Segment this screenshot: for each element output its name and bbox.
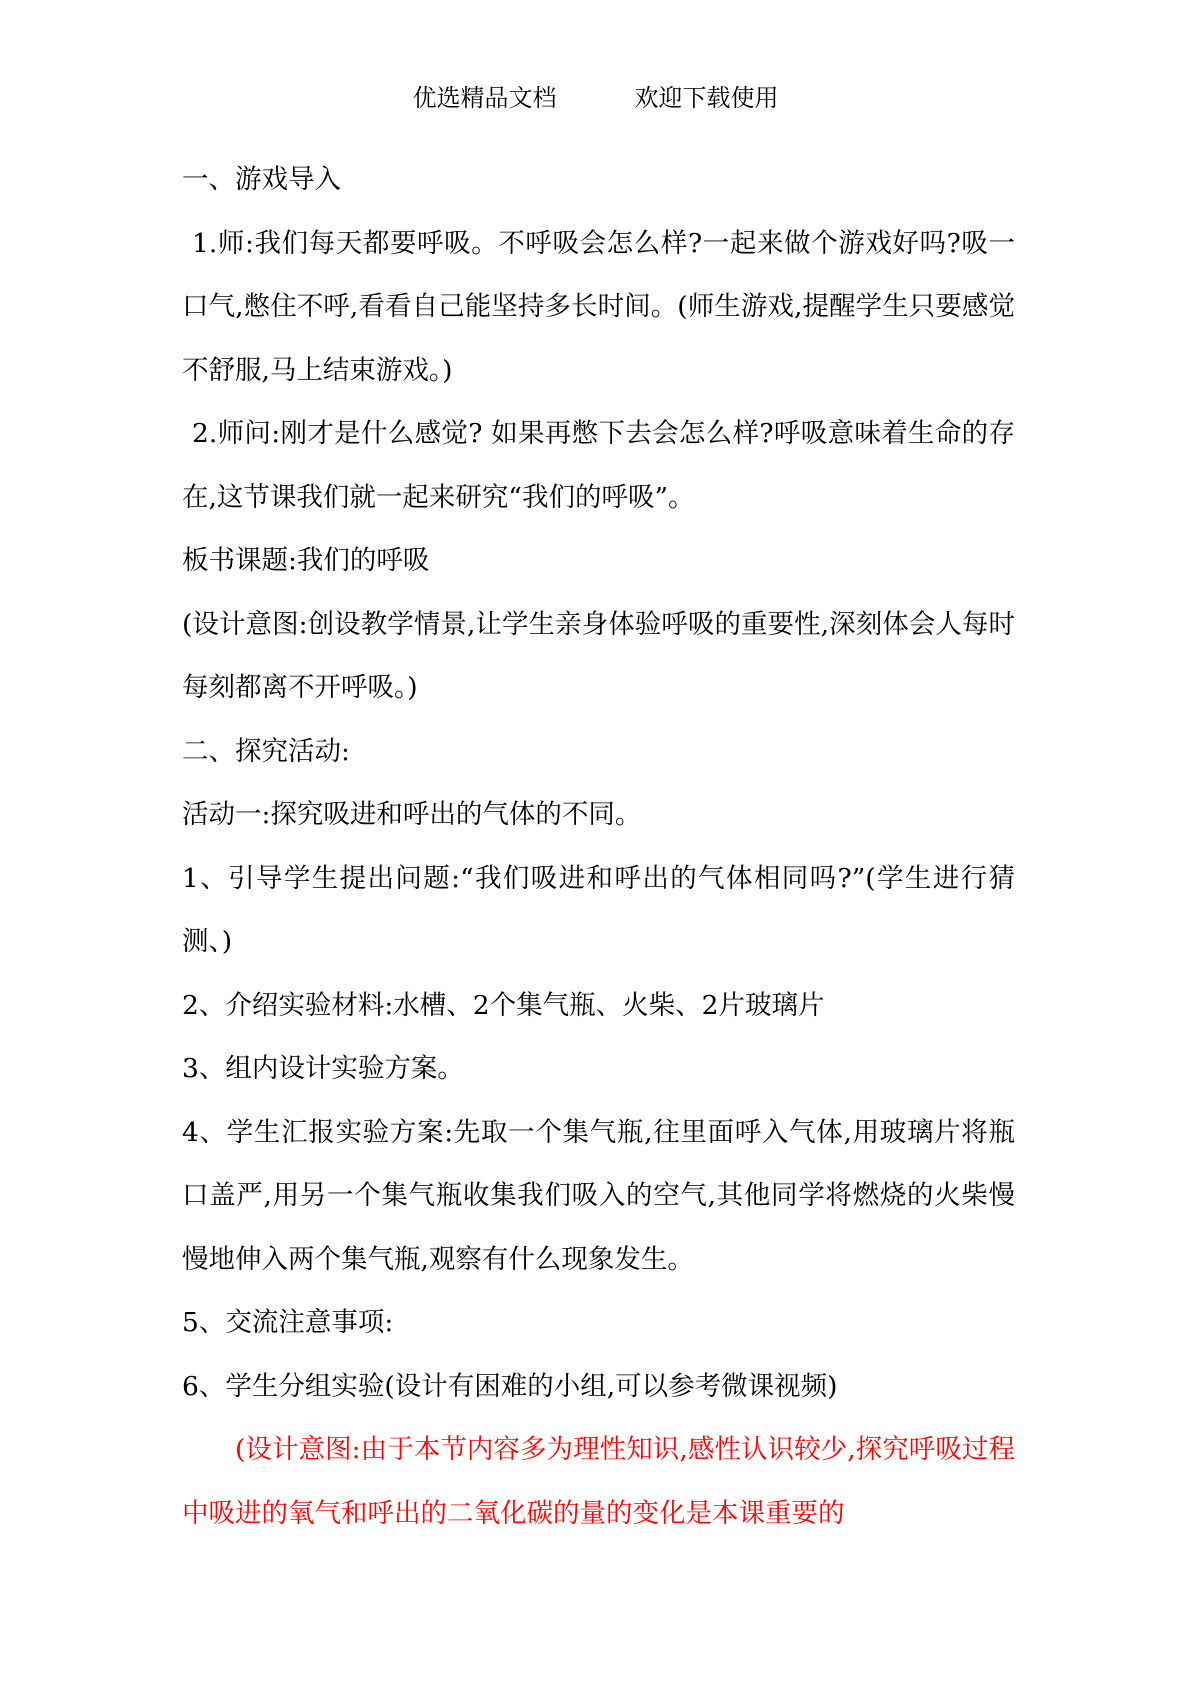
design-intent-paragraph-1: (设计意图:创设教学情景,让学生亲身体验呼吸的重要性,深刻体会人每时每刻都离不开呼吸。) (182, 608, 1015, 703)
document-body (182, 148, 1015, 1545)
step-4-paragraph: 4、学生汇报实验方案:先取一个集气瓶,往里面呼入气体,用玻璃片将瓶口盖严,用另一个集气瓶收集我们吸入的空气,其他同学将燃烧的火柴慢慢地伸入两个集气瓶,观察有什么现象发生。 (182, 1116, 1015, 1275)
paragraph-teacher-question-1: 1.师:我们每天都要呼吸。不呼吸会怎么样?一起来做个游戏好吗?吸一口气,憋住不呼,看看自己能坚持多长时间。(师生游戏,提醒学生只要感觉不舒服,马上结束游戏。) (182, 227, 1015, 386)
page-header (0, 78, 1191, 113)
step-6-paragraph: 6、学生分组实验(设计有困难的小组,可以参考微课视频) (182, 1370, 838, 1402)
paragraph-teacher-question-2: 2.师问:刚才是什么感觉? 如果再憋下去会怎么样?呼吸意味着生命的存在,这节课我们就一起来研究“我们的呼吸”。 (182, 418, 1015, 513)
step-1-paragraph: 1、引导学生提出问题:“我们吸进和呼出的气体相同吗?”(学生进行猜测、) (182, 862, 1015, 957)
section-heading-inquiry: 二、探究活动: (182, 735, 350, 767)
header-right-text: 欢迎下载使用 (634, 84, 779, 112)
board-title: 板书课题:我们的呼吸 (182, 545, 430, 576)
header-left-text: 优选精品文档 (412, 84, 557, 112)
step-3-paragraph: 3、组内设计实验方案。 (182, 1053, 464, 1084)
step-2-paragraph: 2、介绍实验材料:水槽、2个集气瓶、火柴、2片玻璃片 (182, 989, 825, 1021)
design-intent-paragraph-2: (设计意图:由于本节内容多为理性知识,感性认识较少,探究呼吸过程中吸进的氧气和呼出的二氧化碳的量的变化是本课重要的 (182, 1434, 1015, 1529)
section-heading-game-intro: 一、游戏导入 (182, 164, 341, 195)
activity-one-heading: 活动一:探究吸进和呼出的气体的不同。 (182, 799, 642, 830)
step-5-paragraph: 5、交流注意事项: (182, 1307, 394, 1338)
